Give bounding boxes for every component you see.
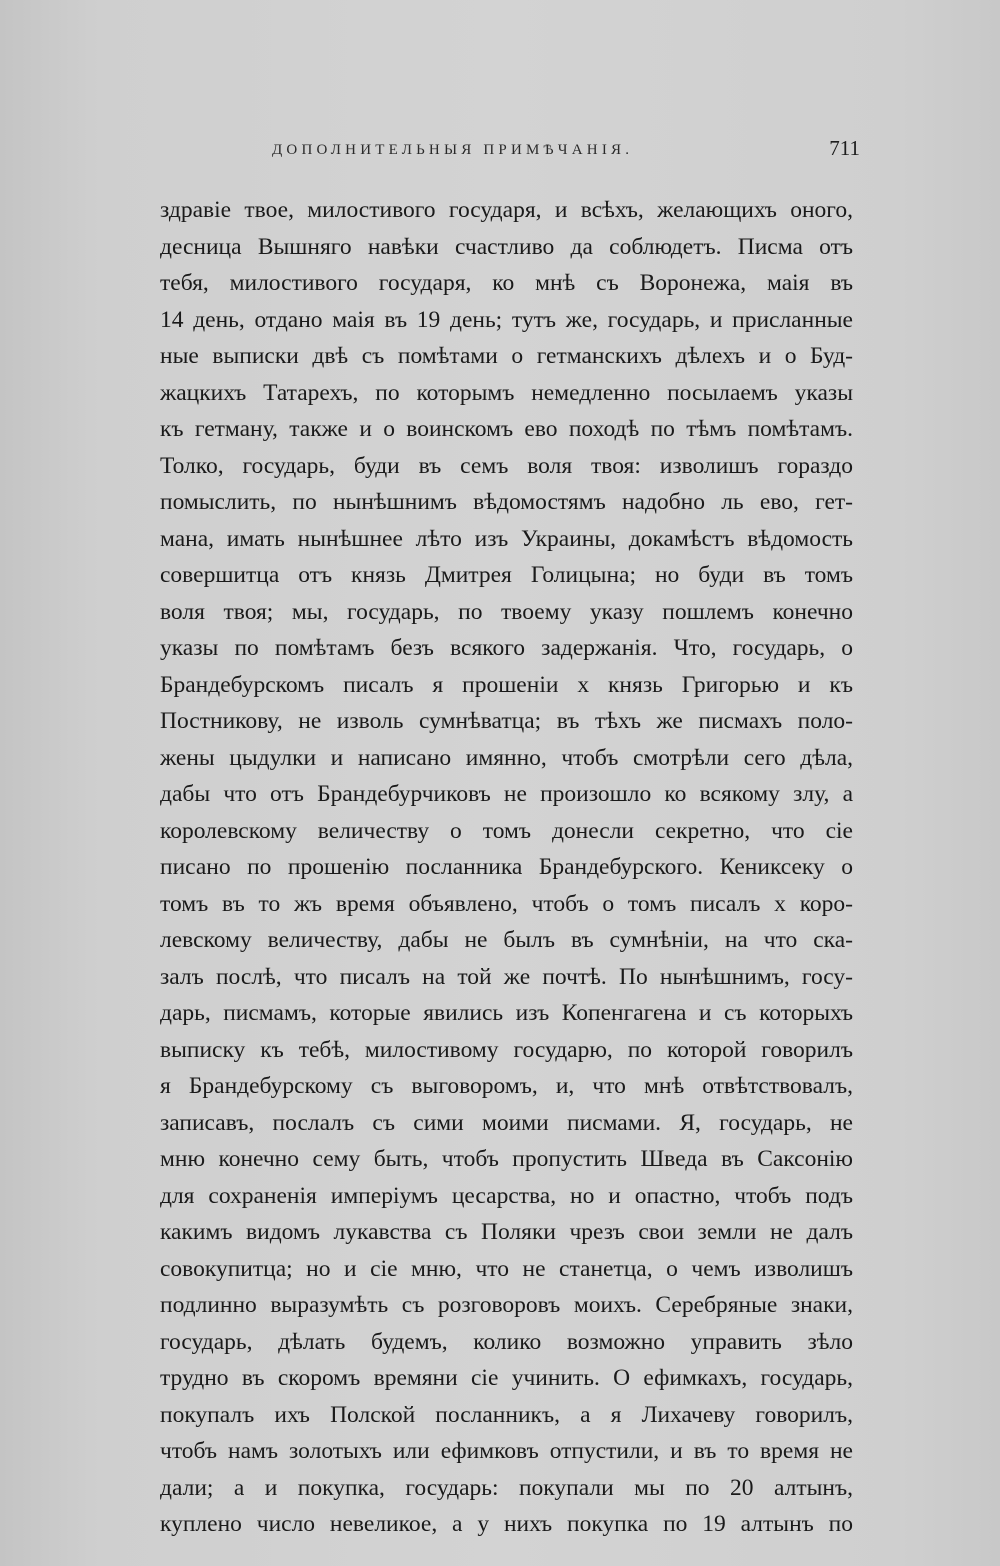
text-line: Толко, государь, буди въ семъ воля твоя: изволишъ гораздо xyxy=(160,452,853,479)
body-text xyxy=(160,192,853,1543)
text-line: мана, имать нынѣшнее лѣто изъ Украины, докамѣстъ вѣдомость xyxy=(160,525,853,552)
text-line: томъ въ то жъ время объявлено, чтобъ о томъ писалъ х коро- xyxy=(160,890,853,917)
running-head: ДОПОЛНИТЕЛЬНЫЯ ПРИМѢЧАНІЯ. xyxy=(272,142,634,158)
text-line: я Брандебурскому съ выговоромъ, и, что мнѣ отвѣтствовалъ, xyxy=(160,1073,853,1099)
page-number: 711 xyxy=(829,136,860,160)
text-line: дабы что отъ Брандебурчиковъ не произошло ко всякому злу, а xyxy=(160,781,853,807)
text-line: куплено число невеликое, а у нихъ покупка по 19 алтынъ по xyxy=(160,1511,853,1537)
text-line: королевскому величеству о томъ донесли секретно, что сіе xyxy=(160,817,853,844)
text-line: совершитца отъ князь Дмитрея Голицына; но буди въ томъ xyxy=(160,562,853,588)
text-line: подлинно выразумѣть съ розговоровъ моихъ. Серебряные знаки, xyxy=(160,1292,853,1318)
text-line: здравіе твое, милостивого государя, и всѣхъ, желающихъ оного, xyxy=(160,197,853,223)
text-line: указы по помѣтамъ безъ всякого задержанія. Что, государь, о xyxy=(160,635,853,661)
text-line: выписку къ тебѣ, милостивому государю, по которой говорилъ xyxy=(160,1036,853,1063)
text-line: жацкихъ Татарехъ, по которымъ немедленно посылаемъ указы xyxy=(160,379,853,406)
text-line: жены цыдулки и написано имянно, чтобъ смотрѣли сего дѣла, xyxy=(160,744,853,771)
text-line: тебя, милостивого государя, ко мнѣ съ Воронежа, маія въ xyxy=(160,270,853,296)
text-line: чтобъ намъ золотыхъ или ефимковъ отпустили, и въ то время не xyxy=(160,1438,853,1464)
text-line: мню конечно сему быть, чтобъ пропустить Шведа въ Саксонію xyxy=(160,1146,853,1172)
text-line: какимъ видомъ лукавства съ Поляки чрезъ свои земли не далъ xyxy=(160,1219,853,1245)
text-line: писано по прошенію посланника Брандебурского. Кениксеку о xyxy=(160,854,853,880)
text-line: десница Вышняго навѣки счастливо да соблюдетъ. Писма отъ xyxy=(160,233,853,260)
text-line: записавъ, послалъ съ сими моими писмами. Я, государь, не xyxy=(160,1109,853,1136)
text-line: государь, дѣлать будемъ, колико возможно управить зѣло xyxy=(160,1328,853,1355)
text-line: покупалъ ихъ Полской посланникъ, а я Лихачеву говорилъ, xyxy=(160,1401,853,1428)
text-line: помыслить, по нынѣшнимъ вѣдомостямъ надобно ль ево, гет- xyxy=(160,489,853,515)
text-line: Постникову, не изволь сумнѣватца; въ тѣхъ же писмахъ поло- xyxy=(160,708,853,734)
text-line: трудно въ скоромъ времяни сіе учинить. О ефимкахъ, государь, xyxy=(160,1365,853,1391)
text-line: къ гетману, также и о воинскомъ ево походѣ по тѣмъ помѣтамъ. xyxy=(160,416,853,442)
text-line: для сохраненія имперіумъ цесарства, но и опастно, чтобъ подъ xyxy=(160,1182,853,1209)
text-line: 14 день, отдано маія въ 19 день; тутъ же, государь, и присланные xyxy=(160,306,853,333)
text-line: совокупитца; но и сіе мню, что не станетца, о чемъ изволишъ xyxy=(160,1255,853,1282)
page-header xyxy=(160,136,860,166)
text-line: дали; а и покупка, государь: покупали мы по 20 алтынъ, xyxy=(160,1474,853,1501)
text-line: левскому величеству, дабы не былъ въ сумнѣніи, на что ска- xyxy=(160,927,853,953)
text-line: дарь, писмамъ, которые явились изъ Копенгагена и съ которыхъ xyxy=(160,1000,853,1026)
text-line: Брандебурскомъ писалъ я прошеніи х князь Григорью и къ xyxy=(160,671,853,698)
text-line: залъ послѣ, что писалъ на той же почтѣ. По нынѣшнимъ, госу- xyxy=(160,963,853,990)
text-line: воля твоя; мы, государь, по твоему указу пошлемъ конечно xyxy=(160,598,853,625)
text-line: ные выписки двѣ съ помѣтами о гетманскихъ дѣлехъ и о Буд- xyxy=(160,343,853,369)
